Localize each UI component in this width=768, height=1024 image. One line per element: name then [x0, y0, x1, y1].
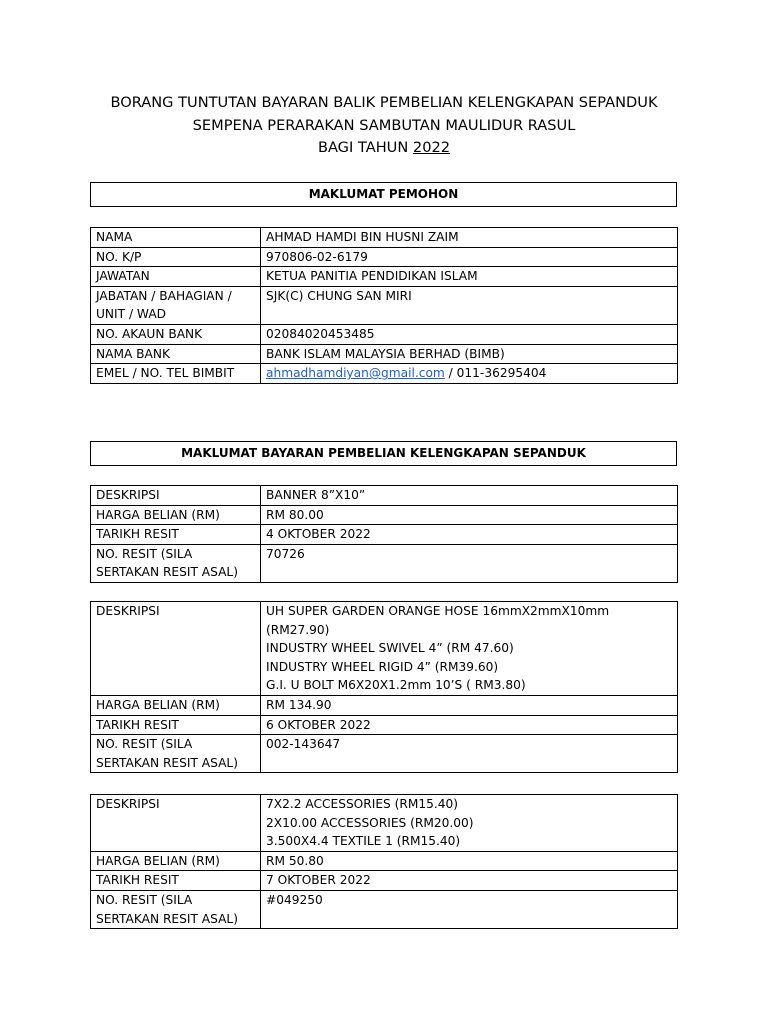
description-line: 2X10.00 ACCESSORIES (RM20.00)	[266, 815, 474, 830]
form-title	[0, 92, 768, 160]
date-value: 4 OKTOBER 2022	[261, 525, 678, 545]
description-line: UH SUPER GARDEN ORANGE HOSE 16mmX2mmX10mm	[266, 604, 610, 618]
payment-section-header: MAKLUMAT BAYARAN PEMBELIAN KELENGKAPAN SEPANDUK	[90, 441, 677, 466]
description-line: INDUSTRY WHEEL SWIVEL 4” (RM 47.60)	[266, 641, 514, 656]
date-value: 7 OKTOBER 2022	[261, 871, 678, 891]
receipt-value: #049250	[261, 890, 678, 928]
description-line: 7X2.2 ACCESSORIES (RM15.40)	[266, 797, 459, 811]
description-value	[261, 602, 678, 696]
applicant-table	[90, 227, 678, 384]
title-year-prefix: BAGI TAHUN	[317, 139, 413, 156]
table-row	[91, 715, 678, 735]
price-label: HARGA BELIAN (RM)	[91, 505, 261, 525]
table-row	[91, 695, 678, 715]
field-label: NAMA	[91, 228, 261, 248]
email-link[interactable]: ahmadhamdiyan@gmail.com	[266, 366, 445, 381]
table-row	[91, 267, 678, 287]
description-line: BANNER 8”X10”	[266, 488, 366, 502]
title-year: 2022	[412, 139, 451, 156]
table-row	[91, 228, 678, 248]
table-row	[91, 286, 678, 324]
table-row	[91, 324, 678, 344]
table-row	[91, 851, 678, 871]
description-line: INDUSTRY WHEEL RIGID 4” (RM39.60)	[266, 659, 499, 674]
table-row	[91, 525, 678, 545]
receipt-label-line-2: SERTAKAN RESIT ASAL)	[96, 755, 238, 770]
description-label: DESKRIPSI	[91, 602, 261, 696]
description-line: 3.500X4.4 TEXTILE 1 (RM15.40)	[266, 834, 461, 849]
table-row	[91, 890, 678, 928]
field-value: BANK ISLAM MALAYSIA BERHAD (BIMB)	[261, 344, 678, 364]
field-value: 970806-02-6179	[261, 247, 678, 267]
receipt-label-line-2: SERTAKAN RESIT ASAL)	[96, 911, 238, 926]
field-value	[261, 364, 678, 384]
description-value	[261, 486, 678, 506]
description-value	[261, 795, 678, 852]
field-value: SJK(C) CHUNG SAN MIRI	[261, 286, 678, 324]
table-row	[91, 247, 678, 267]
date-label: TARIKH RESIT	[91, 715, 261, 735]
claim-table	[90, 485, 678, 583]
description-label: DESKRIPSI	[91, 486, 261, 506]
table-row	[91, 871, 678, 891]
field-label: NO. AKAUN BANK	[91, 324, 261, 344]
field-label: EMEL / NO. TEL BIMBIT	[91, 364, 261, 384]
table-row	[91, 486, 678, 506]
date-label: TARIKH RESIT	[91, 871, 261, 891]
field-label: NO. K/P	[91, 247, 261, 267]
price-label: HARGA BELIAN (RM)	[91, 851, 261, 871]
price-label: HARGA BELIAN (RM)	[91, 695, 261, 715]
receipt-label-line-1: NO. RESIT (SILA	[96, 737, 193, 752]
price-value: RM 134.90	[261, 695, 678, 715]
field-label: NAMA BANK	[91, 344, 261, 364]
table-row	[91, 795, 678, 852]
price-value: RM 50.80	[261, 851, 678, 871]
table-row	[91, 505, 678, 525]
description-line: (RM27.90)	[266, 622, 330, 637]
applicant-section-header: MAKLUMAT PEMOHON	[90, 182, 677, 207]
field-label: JABATAN / BAHAGIAN / UNIT / WAD	[91, 286, 261, 324]
receipt-label-line-2: SERTAKAN RESIT ASAL)	[96, 565, 238, 580]
claim-table	[90, 601, 678, 773]
date-value: 6 OKTOBER 2022	[261, 715, 678, 735]
table-row	[91, 735, 678, 773]
field-value: AHMAD HAMDI BIN HUSNI ZAIM	[261, 228, 678, 248]
description-label: DESKRIPSI	[91, 795, 261, 852]
phone-number: / 011-36295404	[444, 366, 547, 381]
table-row	[91, 544, 678, 582]
field-label: JAWATAN	[91, 267, 261, 287]
receipt-value: 70726	[261, 544, 678, 582]
table-row	[91, 364, 678, 384]
title-line-2: SEMPENA PERARAKAN SAMBUTAN MAULIDUR RASUL	[192, 116, 576, 134]
table-row	[91, 344, 678, 364]
field-value: 02084020453485	[261, 324, 678, 344]
date-label: TARIKH RESIT	[91, 525, 261, 545]
title-line-1: BORANG TUNTUTAN BAYARAN BALIK PEMBELIAN KELENGKAPAN SEPANDUK	[110, 94, 658, 111]
receipt-label-line-1: NO. RESIT (SILA	[96, 892, 193, 907]
receipt-label	[91, 544, 261, 582]
claim-table	[90, 794, 678, 929]
field-value: KETUA PANITIA PENDIDIKAN ISLAM	[261, 267, 678, 287]
receipt-label-line-1: NO. RESIT (SILA	[96, 546, 193, 561]
receipt-value: 002-143647	[261, 735, 678, 773]
table-row	[91, 602, 678, 696]
price-value: RM 80.00	[261, 505, 678, 525]
title-line-3	[0, 137, 768, 160]
description-line: G.I. U BOLT M6X20X1.2mm 10’S ( RM3.80)	[266, 678, 526, 693]
receipt-label	[91, 735, 261, 773]
receipt-label	[91, 890, 261, 928]
